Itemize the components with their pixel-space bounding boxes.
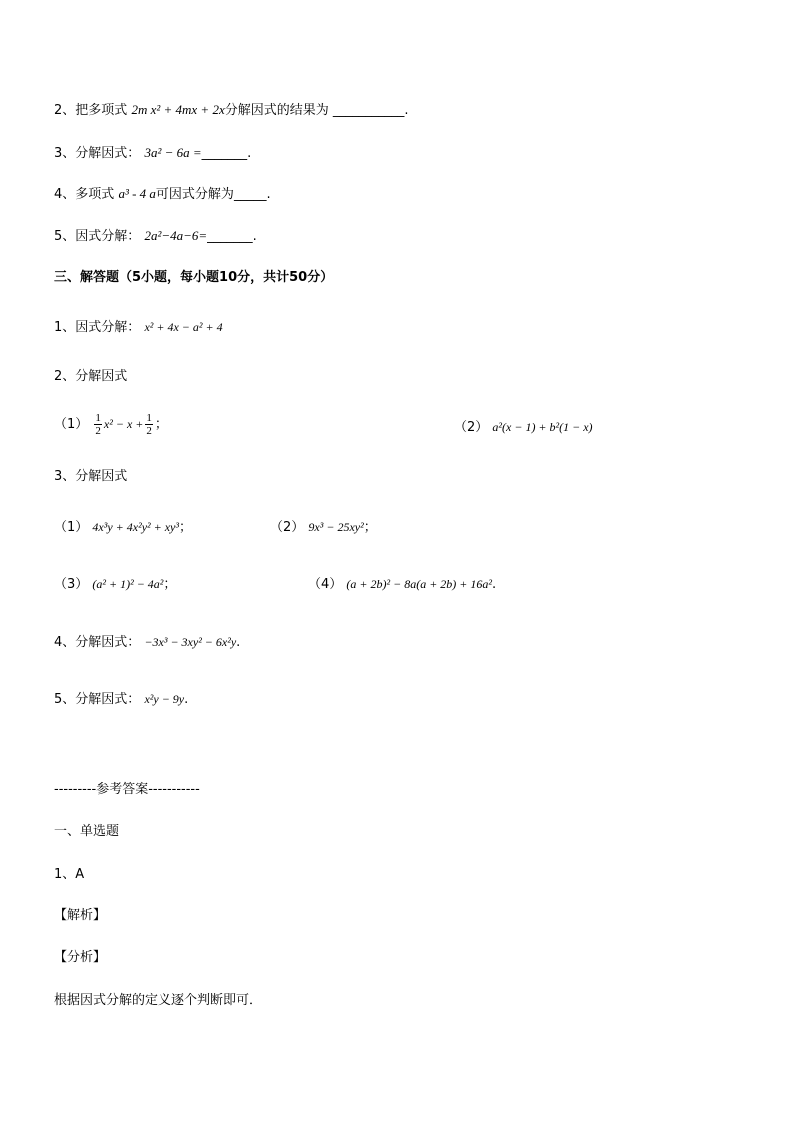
question-number: 2、 xyxy=(54,103,76,118)
question-number: 4、 xyxy=(54,187,76,202)
problem-2-part-2 xyxy=(454,418,593,437)
punctuation: ； xyxy=(363,520,377,535)
math-expression: 4x³y + 4x²y² + xy³ xyxy=(92,520,179,534)
punctuation: . xyxy=(247,146,252,161)
answer-1: 1、A xyxy=(54,867,85,882)
math-expression: a²(x − 1) + b²(1 − x) xyxy=(492,420,593,434)
problem-number: 3、 xyxy=(54,469,76,484)
question-prefix: 因式分解： xyxy=(75,229,141,244)
section-heading: 三、解答题（5小题，每小题10分，共计50分） xyxy=(54,270,334,285)
problem-prefix: 因式分解： xyxy=(75,320,141,335)
answer-blank: _____ xyxy=(233,187,267,202)
math-expression: x² + 4x − a² + 4 xyxy=(144,320,223,334)
problem-title: 分解因式 xyxy=(75,469,128,484)
question-suffix: 可因式分解为 xyxy=(155,187,234,202)
problem-number: 1、 xyxy=(54,320,76,335)
question-4 xyxy=(54,185,271,204)
punctuation: ； xyxy=(154,417,168,432)
problem-prefix: 分解因式： xyxy=(75,692,141,707)
fraction xyxy=(94,412,102,437)
problem-number: 5、 xyxy=(54,692,76,707)
answer-blank: _______ xyxy=(207,229,253,244)
math-expression: 2a²−4a−6= xyxy=(144,228,208,243)
part-label: （4） xyxy=(308,577,343,592)
math-expression: (a + 2b)² − 8a(a + 2b) + 16a² xyxy=(346,577,492,591)
math-expression: (a² + 1)² − 4a² xyxy=(92,577,164,591)
part-label: （1） xyxy=(54,417,89,432)
math-expression: 3a² − 6a = xyxy=(144,145,202,160)
problem-3-part-4 xyxy=(308,575,496,594)
math-expression: −3x³ − 3xy² − 6x²y xyxy=(144,635,237,649)
math-expression: a³ - 4 a xyxy=(118,186,156,201)
punctuation: . xyxy=(236,635,241,650)
question-prefix: 多项式 xyxy=(75,187,115,202)
problem-2-part-1 xyxy=(54,412,168,437)
question-suffix: 分解因式的结果为 xyxy=(224,103,329,118)
answer-blank: _______ xyxy=(201,146,248,161)
problem-4 xyxy=(54,633,240,652)
part-label: （1） xyxy=(54,520,89,535)
punctuation: ； xyxy=(178,520,192,535)
problem-3 xyxy=(54,468,127,486)
fraction-denominator: 2 xyxy=(146,425,152,437)
problem-1 xyxy=(54,318,223,337)
analysis-heading: 【分析】 xyxy=(54,950,107,965)
math-expression: 9x³ − 25xy² xyxy=(308,520,364,534)
question-2 xyxy=(54,101,409,120)
problem-number: 4、 xyxy=(54,635,76,650)
answer-blank: ___________ xyxy=(332,103,405,118)
punctuation: . xyxy=(266,187,271,202)
problem-3-part-2 xyxy=(270,518,377,537)
punctuation: ； xyxy=(163,577,177,592)
math-expression: 2m x² + 4mx + 2x xyxy=(131,102,225,117)
problem-5 xyxy=(54,690,188,709)
question-3 xyxy=(54,144,251,163)
question-prefix: 把多项式 xyxy=(75,103,128,118)
question-5 xyxy=(54,227,257,246)
question-number: 5、 xyxy=(54,229,76,244)
math-expression: x² − x + xyxy=(103,417,144,431)
problem-number: 2、 xyxy=(54,369,76,384)
math-expression: x²y − 9y xyxy=(144,692,185,706)
fraction-denominator: 2 xyxy=(95,425,101,437)
analysis-text: 根据因式分解的定义逐个判断即可． xyxy=(54,993,263,1008)
part-label: （2） xyxy=(454,420,489,435)
problem-prefix: 分解因式： xyxy=(75,635,141,650)
analysis-label: 【解析】 xyxy=(54,908,107,923)
part-label: （2） xyxy=(270,520,305,535)
problem-3-part-1 xyxy=(54,518,192,537)
punctuation: . xyxy=(252,229,257,244)
part-label: （3） xyxy=(54,577,89,592)
fraction-numerator: 1 xyxy=(146,412,152,424)
problem-3-part-3 xyxy=(54,575,176,594)
answer-section-title: 一、单选题 xyxy=(54,824,120,839)
fraction-numerator: 1 xyxy=(95,412,101,424)
question-prefix: 分解因式： xyxy=(75,146,141,161)
punctuation: . xyxy=(184,692,189,707)
fraction xyxy=(145,412,153,437)
answer-divider: ---------参考答案----------- xyxy=(54,782,200,797)
problem-title: 分解因式 xyxy=(75,369,128,384)
punctuation: . xyxy=(404,103,409,118)
punctuation: . xyxy=(492,577,497,592)
question-number: 3、 xyxy=(54,146,76,161)
problem-2 xyxy=(54,368,127,386)
